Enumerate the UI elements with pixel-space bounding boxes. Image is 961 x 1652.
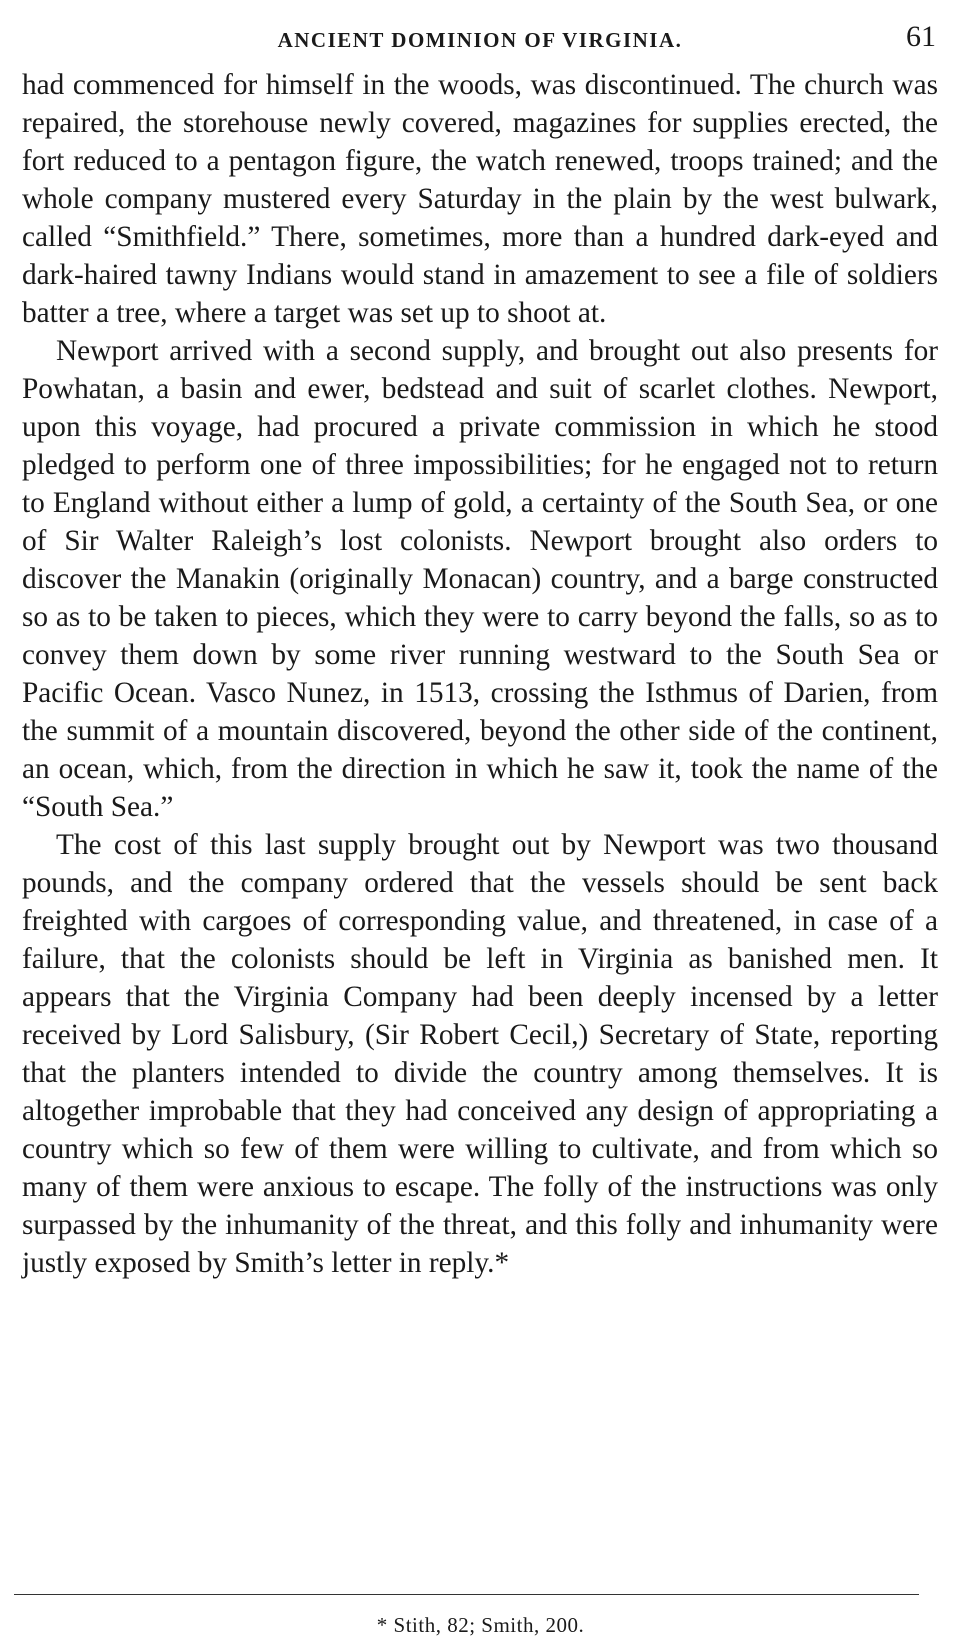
running-title: ANCIENT DOMINION OF VIRGINIA.: [277, 28, 683, 52]
paragraph-2: Newport arrived with a second supply, and brought out also presents for Powhatan, a basin and ewer, bedstead and suit of scarlet clothes. Newport, upon this voyage, had procured a private commission in which he stood pledged to perform one of three impossibilities; for he engaged not to return to England without either a lump of gold, a certainty of the South Sea, or one of Sir Walter Raleigh’s lost colonists. Newport brought also orders to discover the Manakin (originally Monacan) country, and a barge constructed so as to be taken to pieces, which they were to carry beyond the falls, so as to convey them down by some river running westward to the South Sea or Pacific Ocean. Vasco Nunez, in 1513, crossing the Isthmus of Darien, from the summit of a mountain discovered, beyond the other side of the continent, an ocean, which, from the direction in which he saw it, took the name of the “South Sea.”: [22, 335, 938, 823]
body-text: [22, 66, 938, 1282]
footnote-rule: [14, 1594, 919, 1595]
paragraph-1: had commenced for himself in the woods, was discontinued. The church was repaired, the storehouse newly covered, magazines for supplies erected, the fort reduced to a pentagon figure, the watch renewed, troops trained; and the whole company mustered every Saturday in the plain by the west bulwark, called “Smithfield.” There, sometimes, more than a hundred dark-eyed and dark-haired tawny Indians would stand in amazement to see a file of soldiers batter a tree, where a target was set up to shoot at.: [22, 69, 938, 329]
running-head: [22, 18, 938, 58]
footnote: * Stith, 82; Smith, 200.: [376, 1613, 585, 1637]
book-page: [22, 18, 938, 1282]
paragraph-3: The cost of this last supply brought out by Newport was two thousand pounds, and the company ordered that the vessels should be sent back freighted with cargoes of corresponding value, and threatened, in case of a failure, that the colonists should be left in Virginia as banished men. It appears that the Virginia Company had been deeply incensed by a letter received by Lord Salisbury, (Sir Robert Cecil,) Secretary of State, reporting that the planters intended to divide the country among themselves. It is altogether improbable that they had conceived any design of appropriating a country which so few of them were willing to cultivate, and from which so many of them were anxious to escape. The folly of the instructions was only surpassed by the inhumanity of the threat, and this folly and inhumanity were justly exposed by Smith’s letter in reply.*: [22, 829, 938, 1279]
page-number: 61: [906, 20, 936, 53]
